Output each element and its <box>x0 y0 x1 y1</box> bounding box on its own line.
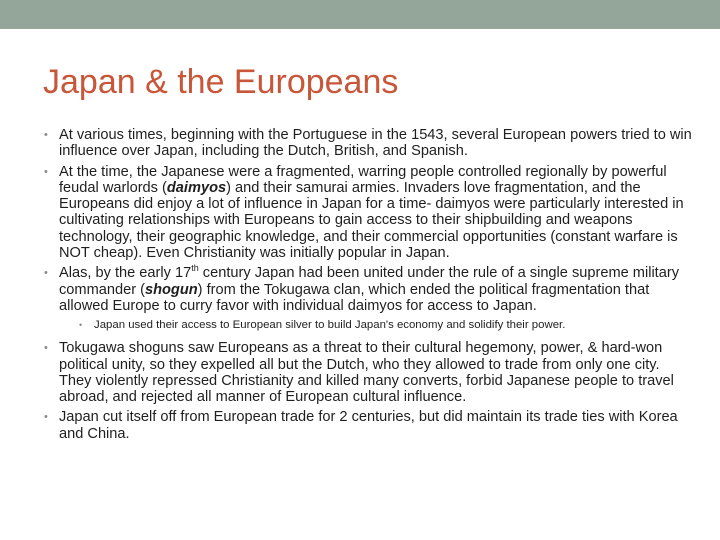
bullet-1 <box>44 127 692 160</box>
bullet-2-text-start: At the time, the Japanese were a fragmented, warring people controlled regionally by powerful feudal warlords ( <box>59 163 667 196</box>
bullet-3 <box>44 265 692 332</box>
top-accent-bar <box>0 0 720 29</box>
bullet-5-text: Japan cut itself off from European trade for 2 centuries, but did maintain its trade ties with Korea and China. <box>59 409 678 442</box>
bullet-5 <box>44 409 692 442</box>
sub-bullet <box>79 319 692 332</box>
superscript-th: th <box>191 263 199 274</box>
slide-body <box>44 127 692 446</box>
bullet-3-text-end: ) from the Tokugawa clan, which ended the political fragmentation that allowed Europe to curry favor with individual daimyos for access to Japan. <box>59 281 650 314</box>
bullet-2 <box>44 164 692 262</box>
slide-title: Japan & the Europeans <box>43 63 399 101</box>
sub-bullet-text: Japan used their access to European silver to build Japan's economy and solidify their power. <box>94 319 566 332</box>
bullet-4 <box>44 340 692 405</box>
bullet-2-text-end: ) and their samurai armies. Invaders love fragmentation, and the Europeans did enjoy a lot of influence in Japan for a time- daimyos were particularly interested in cultivating relationships with Europeans to gain access to their shipbuilding and weapons technology, their geographic knowledge, and their commercial opportunities (constant warfare is NOT cheap). Even Christianity was initially popular in Japan. <box>59 179 684 262</box>
bullet-1-text: At various times, beginning with the Portuguese in the 1543, several European powers tried to win influence over Japan, including the Dutch, British, and Spanish. <box>59 127 692 160</box>
term-shogun: shogun <box>144 281 198 298</box>
bullet-3-text-start: Alas, by the early 17 <box>59 265 192 282</box>
term-daimyos: daimyos <box>166 179 227 196</box>
bullet-3-text-middle: century Japan had been united under the rule of a single supreme military commander ( <box>59 265 680 298</box>
bullet-4-text: Tokugawa shoguns saw Europeans as a threat to their cultural hegemony, power, & hard-won political unity, so they expelled all but the Dutch, who they allowed to trade from only one city. They violently repressed Christianity and killed many converts, forbid Japanese people to travel abroad, and rejected all manner of European cultural influence. <box>59 340 674 406</box>
